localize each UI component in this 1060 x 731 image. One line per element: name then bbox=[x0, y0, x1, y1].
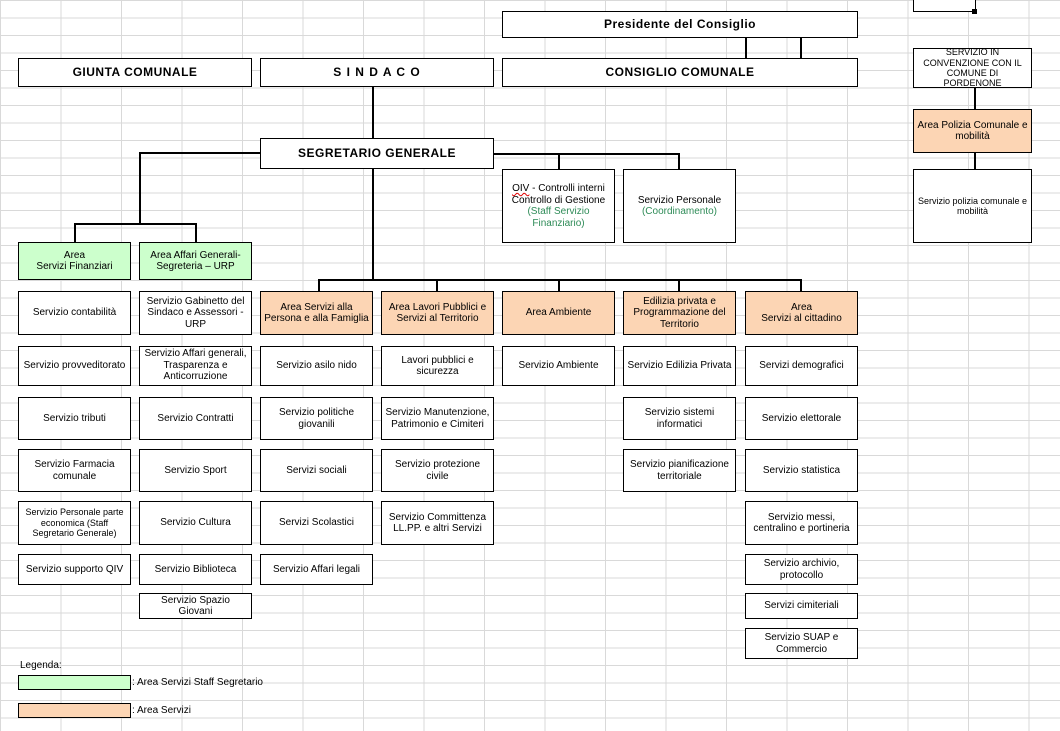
servizio-spazio-giovani-box: Servizio Spazio Giovani bbox=[139, 593, 252, 619]
connector-line bbox=[558, 153, 560, 170]
servizio-politiche-giovanili-box: Servizio politiche giovanili bbox=[260, 397, 373, 440]
servizio-manutenzione-box: Servizio Manutenzione, Patrimonio e Cimiteri bbox=[381, 397, 494, 440]
servizio-asilo-nido-box: Servizio asilo nido bbox=[260, 346, 373, 386]
servizio-sistemi-informatici-box: Servizio sistemi informatici bbox=[623, 397, 736, 440]
servizio-statistica-box: Servizio statistica bbox=[745, 449, 858, 492]
servizio-sport-box: Servizio Sport bbox=[139, 449, 252, 492]
oiv-text: - Controlli interni Controllo di Gestione bbox=[511, 183, 606, 206]
sindaco-box: S I N D A C O bbox=[260, 58, 494, 87]
area-edilizia-box: Edilizia privata e Programmazione del Territorio bbox=[623, 291, 736, 335]
area-lavori-pubblici-box: Area Lavori Pubblici e Servizi al Territorio bbox=[381, 291, 494, 335]
connector-line bbox=[318, 279, 802, 281]
servizio-biblioteca-box: Servizio Biblioteca bbox=[139, 554, 252, 585]
legend-label-staff: : Area Servizi Staff Segretario bbox=[132, 677, 263, 688]
connector-line bbox=[139, 152, 261, 154]
connector-line bbox=[74, 223, 76, 243]
servizi-cimiteriali-box: Servizi cimiteriali bbox=[745, 593, 858, 619]
lavori-pubblici-sicurezza-box: Lavori pubblici e sicurezza bbox=[381, 346, 494, 386]
area-cittadino-box: Area Servizi al cittadino bbox=[745, 291, 858, 335]
servizio-contratti-box: Servizio Contratti bbox=[139, 397, 252, 440]
connector-line bbox=[372, 86, 374, 138]
servizio-gabinetto-box: Servizio Gabinetto del Sindaco e Assessori - URP bbox=[139, 291, 252, 335]
servizio-supporto-qiv-box: Servizio supporto QIV bbox=[18, 554, 131, 585]
servizio-archivio-box: Servizio archivio, protocollo bbox=[745, 554, 858, 585]
connector-line bbox=[372, 168, 374, 280]
servizio-committenza-box: Servizio Committenza LL.PP. e altri Servizi bbox=[381, 501, 494, 545]
presidente-consiglio-box: Presidente del Consiglio bbox=[502, 11, 858, 38]
legend-label-servizi: : Area Servizi bbox=[132, 705, 191, 716]
servizi-scolastici-box: Servizi Scolastici bbox=[260, 501, 373, 545]
connector-line bbox=[800, 37, 802, 59]
servizio-ambiente-box: Servizio Ambiente bbox=[502, 346, 615, 386]
segretario-generale-box: SEGRETARIO GENERALE bbox=[260, 138, 494, 169]
servizi-demografici-box: Servizi demografici bbox=[745, 346, 858, 386]
servizio-farmacia-box: Servizio Farmacia comunale bbox=[18, 449, 131, 492]
servizio-messi-box: Servizio messi, centralino e portineria bbox=[745, 501, 858, 545]
servizio-polizia-box: Servizio polizia comunale e mobilità bbox=[913, 169, 1032, 243]
connector-line bbox=[745, 37, 747, 59]
connector-line bbox=[974, 86, 976, 110]
servizio-provveditorato-box: Servizio provveditorato bbox=[18, 346, 131, 386]
connector-line bbox=[74, 223, 196, 225]
servizio-personale-economica-box: Servizio Personale parte economica (Staff Segretario Generale) bbox=[18, 501, 131, 545]
legend-swatch-green bbox=[18, 675, 131, 690]
partial-top-box bbox=[913, 0, 976, 12]
connector-line bbox=[493, 153, 680, 155]
area-ambiente-box: Area Ambiente bbox=[502, 291, 615, 335]
servizio-personale-label: Servizio Personale bbox=[637, 194, 722, 206]
servizi-sociali-box: Servizi sociali bbox=[260, 449, 373, 492]
connector-line bbox=[678, 153, 680, 170]
servizio-affari-generali-box: Servizio Affari generali, Trasparenza e Anticorruzione bbox=[139, 346, 252, 386]
servizio-contabilita-box: Servizio contabilità bbox=[18, 291, 131, 335]
connector-line bbox=[974, 152, 976, 170]
legend-title: Legenda: bbox=[20, 660, 62, 671]
servizio-tributi-box: Servizio tributi bbox=[18, 397, 131, 440]
oiv-box bbox=[502, 169, 615, 243]
consiglio-comunale-box: CONSIGLIO COMUNALE bbox=[502, 58, 858, 87]
servizio-suap-box: Servizio SUAP e Commercio bbox=[745, 628, 858, 659]
connector-line bbox=[195, 223, 197, 243]
giunta-comunale-box: GIUNTA COMUNALE bbox=[18, 58, 252, 87]
cell-corner-marker bbox=[972, 9, 977, 14]
servizio-pianificazione-box: Servizio pianificazione territoriale bbox=[623, 449, 736, 492]
area-polizia-box: Area Polizia Comunale e mobilità bbox=[913, 109, 1032, 153]
servizio-protezione-civile-box: Servizio protezione civile bbox=[381, 449, 494, 492]
servizio-cultura-box: Servizio Cultura bbox=[139, 501, 252, 545]
oiv-note: (Staff Servizio Finanziario) bbox=[527, 206, 590, 229]
connector-line bbox=[139, 152, 141, 224]
servizio-elettorale-box: Servizio elettorale bbox=[745, 397, 858, 440]
servizio-personale-note: (Coordinamento) bbox=[641, 206, 718, 217]
legend-swatch-orange bbox=[18, 703, 131, 718]
area-affari-generali-box: Area Affari Generali-Segreteria – URP bbox=[139, 242, 252, 280]
servizio-affari-legali-box: Servizio Affari legali bbox=[260, 554, 373, 585]
area-servizi-finanziari-box: Area Servizi Finanziari bbox=[18, 242, 131, 280]
oiv-label: OIV bbox=[512, 183, 530, 194]
servizio-personale-box bbox=[623, 169, 736, 243]
area-persona-box: Area Servizi alla Persona e alla Famiglia bbox=[260, 291, 373, 335]
convenzione-box: SERVIZIO IN CONVENZIONE CON IL COMUNE DI PORDENONE bbox=[913, 48, 1032, 88]
servizio-edilizia-privata-box: Servizio Edilizia Privata bbox=[623, 346, 736, 386]
